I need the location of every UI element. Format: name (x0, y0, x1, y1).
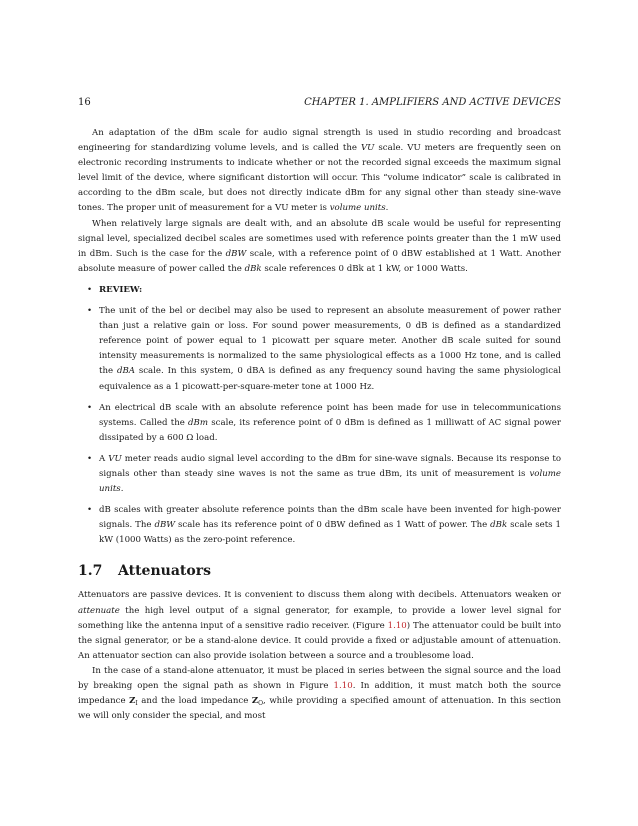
figure-link[interactable]: 1.10 (333, 681, 353, 691)
section-title: Attenuators (118, 563, 211, 580)
chapter-title: CHAPTER 1. AMPLIFIERS AND ACTIVE DEVICES (304, 97, 561, 108)
paragraph-vu-scale: An adaptation of the dBm scale for audio signal strength is used in studio recording and broadcast engineering for standardizing volume levels, and is called the VU scale. VU meters are frequently seen on electronic recording instruments to indicate whether or not the recorded signal exceeds the maximum signal level limit of the device, where significant distortion will occur. This “volume indicator” scale is calibrated in according to the dBm scale, but does not directly indicate dBm for any signal other than steady sine-wave tones. The proper unit of measurement for a VU meter is volume units. (78, 128, 561, 214)
document-page (78, 96, 561, 724)
paragraph-dbw-scale: When relatively large signals are dealt with, and an absolute dB scale would be useful for representing signal level, specialized decibel scales are sometimes used with reference points greater than the 1 mW used in dBm. Such is the case for the dBW scale, with a reference point of 0 dBW established at 1 Watt. Another absolute measure of power called the dBk scale references 0 dBk at 1 kW, or 1000 Watts. (78, 218, 561, 274)
bullet-icon: • (87, 306, 93, 317)
body-text (78, 126, 561, 724)
bullet-icon: • (87, 505, 93, 516)
paragraph-attenuators-intro: Attenuators are passive devices. It is convenient to discuss them along with decibels. Attenuators weaken or attenuate the high level output of a signal generator, for example, to provide a lower level signal for something like the antenna input of a sensitive radio receiver. (Figure 1.10) The attenuator could be built into the signal generator, or be a stand-alone device. It could provide a fixed or adjustable amount of attenuation. An attenuator section can also provide isolation between a source and a troublesome load. (78, 590, 561, 661)
bullet-icon: • (87, 284, 93, 295)
running-header (78, 96, 561, 110)
section-heading (78, 562, 561, 580)
review-item: • An electrical dB scale with an absolute reference point has been made for use in telecommunications systems. Called the dBm scale, its reference point of 0 dBm is defined as 1 milliwatt of AC signal power dissipated by a 600 Ω load. (87, 402, 561, 443)
page-number: 16 (78, 97, 91, 108)
bullet-icon: • (87, 453, 93, 464)
review-item: • The unit of the bel or decibel may also be used to represent an absolute measurement of power rather than just a relative gain or loss. For sound power measurements, 0 dB is defined as a standardized reference point of power equal to 1 picowatt per square meter. Another dB scale suited for sound intensity measurements is normalized to the same physiological effects as a 1000 Hz tone, and is called the dBA scale. In this system, 0 dBA is defined as any frequency sound having the same physiological equivalence as a 1 picowatt-per-square-meter tone at 1000 Hz. (87, 306, 561, 392)
review-item: • A VU meter reads audio signal level according to the dBm for sine-wave signals. Because its response to signals other than steady sine waves is not the same as true dBm, its unit of measurement is volume units. (87, 453, 561, 495)
paragraph-standalone-attenuator: In the case of a stand-alone attenuator, it must be placed in series between the signal source and the load by breaking open the signal path as shown in Figure 1.10. In addition, it must match both the source impedance $Z_I$ and the load impedance $Z_O$, while providing a specified amount of attenuation. In this section we will only consider the special, and most (78, 665, 561, 722)
review-item: • dB scales with greater absolute reference points than the dBm scale have been invented for high-power signals. The dBW scale has its reference point of 0 dBW defined as 1 Watt of power. The dBk scale sets 1 kW (1000 Watts) as the zero-point reference. (87, 505, 561, 546)
review-heading: • REVIEW: (78, 283, 561, 298)
figure-link[interactable]: 1.10 (387, 620, 407, 631)
section-number: 1.7 (78, 563, 103, 580)
review-list (78, 283, 561, 549)
bullet-icon: • (87, 402, 93, 413)
